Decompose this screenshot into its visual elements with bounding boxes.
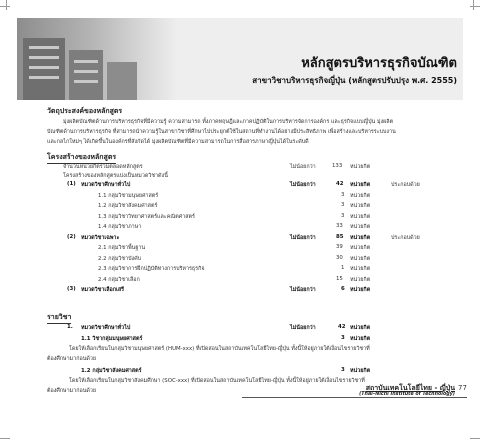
row-value: 6 <box>341 286 345 292</box>
objectives-line: และกลไกใหม่ๆ ได้เกิดขึ้นในองค์กรที่สังกัดได้ มุ่งผลิตบัณฑิตที่มีความสามารถในการสื่อสารภาษาญี่ปุ่นได้ในระดับดี <box>47 139 309 145</box>
group-description: โดยให้เลือกเรียนในกลุ่มวิชามนุษยศาสตร์ (HUM-xxx) ที่เปิดสอนในสถาบันเทคโนโลยีไทย-ญี่ปุ่น ทั้งนี้ให้อยู่ภายใต้เงื่อนไขรายวิชาที่ <box>69 346 370 352</box>
structure-row <box>47 234 457 242</box>
row-note: ประกอบด้วย <box>391 182 420 188</box>
structure-row <box>47 202 457 210</box>
crop-mark <box>470 6 480 7</box>
row-label: 2.3 กลุ่มวิชาการฝึกปฏิบัติทางการบริหารธุรกิจ <box>98 266 205 272</box>
row-min: ไม่น้อยกว่า <box>290 234 316 241</box>
row-label: 2.4 กลุ่มวิชาเลือก <box>98 276 140 283</box>
row-label: 1.1 กลุ่มวิชามนุษยศาสตร์ <box>98 192 159 199</box>
category-number: 1. <box>67 324 73 330</box>
row-label: 1.2 กลุ่มวิชาสังคมศาสตร์ <box>98 203 158 209</box>
footer-institute-thai: สถาบันเทคโนโลยีไทย - ญี่ปุ่น <box>365 384 455 392</box>
row-label: หมวดวิชาเฉพาะ <box>81 234 120 241</box>
group-description: โดยให้เลือกเรียนในกลุ่มวิชาสังคมศึกษา (SOC-xxx) ที่เปิดสอนในสถาบันเทคโนโลยีไทย-ญี่ปุ่น ทั้งนี้ให้อยู่ภายใต้เงื่อนไขรายวิชาที่ <box>69 378 365 384</box>
course-group-row <box>47 335 457 343</box>
row-unit: หน่วยกิต <box>350 245 371 251</box>
row-unit: หน่วยกิต <box>350 224 371 230</box>
total-unit: หน่วยกิต <box>350 164 371 170</box>
structure-heading: โครงสร้างของหลักสูตร <box>47 152 116 164</box>
objectives-line: บัณฑิตด้านการบริหารธุรกิจ ที่สามารถนำความรู้ในสาขาวิชาที่ศึกษาไปประยุกต์ใช้ในสถานที่ทำงานได้อย่างมีประสิทธิภาพ เพื่อสร้างและบริหารระบบงาน <box>47 129 396 135</box>
group-label: 1.2 กลุ่มวิชาสังคมศาสตร์ <box>81 368 142 374</box>
row-unit: หน่วยกิต <box>350 287 371 293</box>
structure-row <box>47 192 457 200</box>
structure-row <box>47 181 457 189</box>
header-banner <box>17 18 463 100</box>
page-subtitle: สาขาวิชาบริหารธุรกิจญี่ปุ่น (หลักสูตรปรับปรุง พ.ศ. 2555) <box>252 76 457 85</box>
category-value: 42 <box>338 324 346 330</box>
row-number: (1) <box>67 181 76 187</box>
row-value: 30 <box>336 254 343 261</box>
total-value: 133 <box>332 163 343 169</box>
group-description: ต้องศึกษามาก่อนด้วย <box>47 388 97 394</box>
row-unit: หน่วยกิต <box>350 255 371 262</box>
group-value: 3 <box>341 367 345 373</box>
row-value: 3 <box>341 202 345 208</box>
row-value: 85 <box>336 233 344 240</box>
course-group-row <box>47 367 457 375</box>
structure-row <box>47 244 457 252</box>
row-unit: หน่วยกิต <box>350 192 371 199</box>
row-label: 2.1 กลุ่มวิชาพื้นฐาน <box>98 245 146 251</box>
group-label: 1.1 วิชากลุ่มมนุษยศาสตร์ <box>81 336 143 342</box>
crop-mark <box>0 438 10 439</box>
structure-row <box>47 255 457 263</box>
total-label: จำนวนหน่วยกิตรวมตลอดหลักสูตร <box>63 164 143 170</box>
footer-divider <box>242 397 467 398</box>
structure-row <box>47 265 457 273</box>
group-unit: หน่วยกิต <box>350 336 371 342</box>
row-label: 1.4 กลุ่มวิชาภาษา <box>98 224 142 230</box>
row-label: 1.3 กลุ่มวิชาวิทยาศาสตร์และคณิตศาสตร์ <box>98 213 195 220</box>
objectives-heading: วัตถุประสงค์ของหลักสูตร <box>47 107 123 115</box>
structure-row <box>47 223 457 231</box>
row-label: หมวดวิชาศึกษาทั่วไป <box>81 182 131 188</box>
crop-mark <box>473 0 474 10</box>
row-unit: หน่วยกิต <box>350 276 371 283</box>
group-unit: หน่วยกิต <box>350 368 371 374</box>
category-min: ไม่น้อยกว่า <box>290 325 316 331</box>
group-value: 3 <box>341 335 345 341</box>
row-unit: หน่วยกิต <box>350 182 371 188</box>
row-note: ประกอบด้วย <box>391 234 420 241</box>
row-number: (3) <box>67 286 76 292</box>
structure-row <box>47 276 457 284</box>
category-unit: หน่วยกิต <box>350 325 371 331</box>
crop-mark <box>470 438 480 439</box>
footer-institute-english: (Thai–Nichi Institute of Technology) <box>359 392 455 397</box>
row-value: 15 <box>336 275 343 282</box>
row-value: 3 <box>341 212 345 219</box>
campus-building-photo <box>17 18 177 100</box>
row-min: ไม่น้อยกว่า <box>290 182 316 188</box>
structure-row <box>47 213 457 221</box>
structure-total-row <box>47 163 457 171</box>
row-unit: หน่วยกิต <box>350 213 371 220</box>
page-title: หลักสูตรบริหารธุรกิจบัณฑิต <box>301 56 457 71</box>
row-value: 3 <box>341 191 345 198</box>
category-label: หมวดวิชาศึกษาทั่วไป <box>81 325 131 331</box>
row-value: 33 <box>336 223 343 229</box>
structure-row <box>47 286 457 294</box>
structure-divided-label: โครงสร้างของหลักสูตรแบ่งเป็นหมวดวิชาดังนี้ <box>63 173 168 179</box>
row-value: 39 <box>336 244 343 250</box>
row-unit: หน่วยกิต <box>350 266 371 272</box>
total-min: ไม่น้อยกว่า <box>290 164 316 170</box>
courses-heading: รายวิชา <box>47 312 71 324</box>
page-number: 77 <box>458 384 467 392</box>
objectives-line: มุ่งผลิตบัณฑิตด้านการบริหารธุรกิจที่มีความรู้ ความสามารถ ทั้งภาคทฤษฎีและภาคปฏิบัติในการบริหารจัดการองค์กร และธุรกิจแบบญี่ปุ่น มุ่งผลิต <box>63 119 394 125</box>
row-unit: หน่วยกิต <box>350 234 371 241</box>
row-label: หมวดวิชาเลือกเสรี <box>81 287 125 293</box>
crop-mark <box>0 6 10 7</box>
row-number: (2) <box>67 233 76 240</box>
row-label: 2.2 กลุ่มวิชาบังคับ <box>98 255 142 262</box>
group-description: ต้องศึกษามาก่อนด้วย <box>47 356 97 362</box>
course-category-row <box>47 324 457 332</box>
row-min: ไม่น้อยกว่า <box>290 287 316 293</box>
row-value: 42 <box>336 181 344 187</box>
crop-mark <box>6 0 7 10</box>
row-unit: หน่วยกิต <box>350 203 371 209</box>
row-value: 1 <box>341 265 345 271</box>
